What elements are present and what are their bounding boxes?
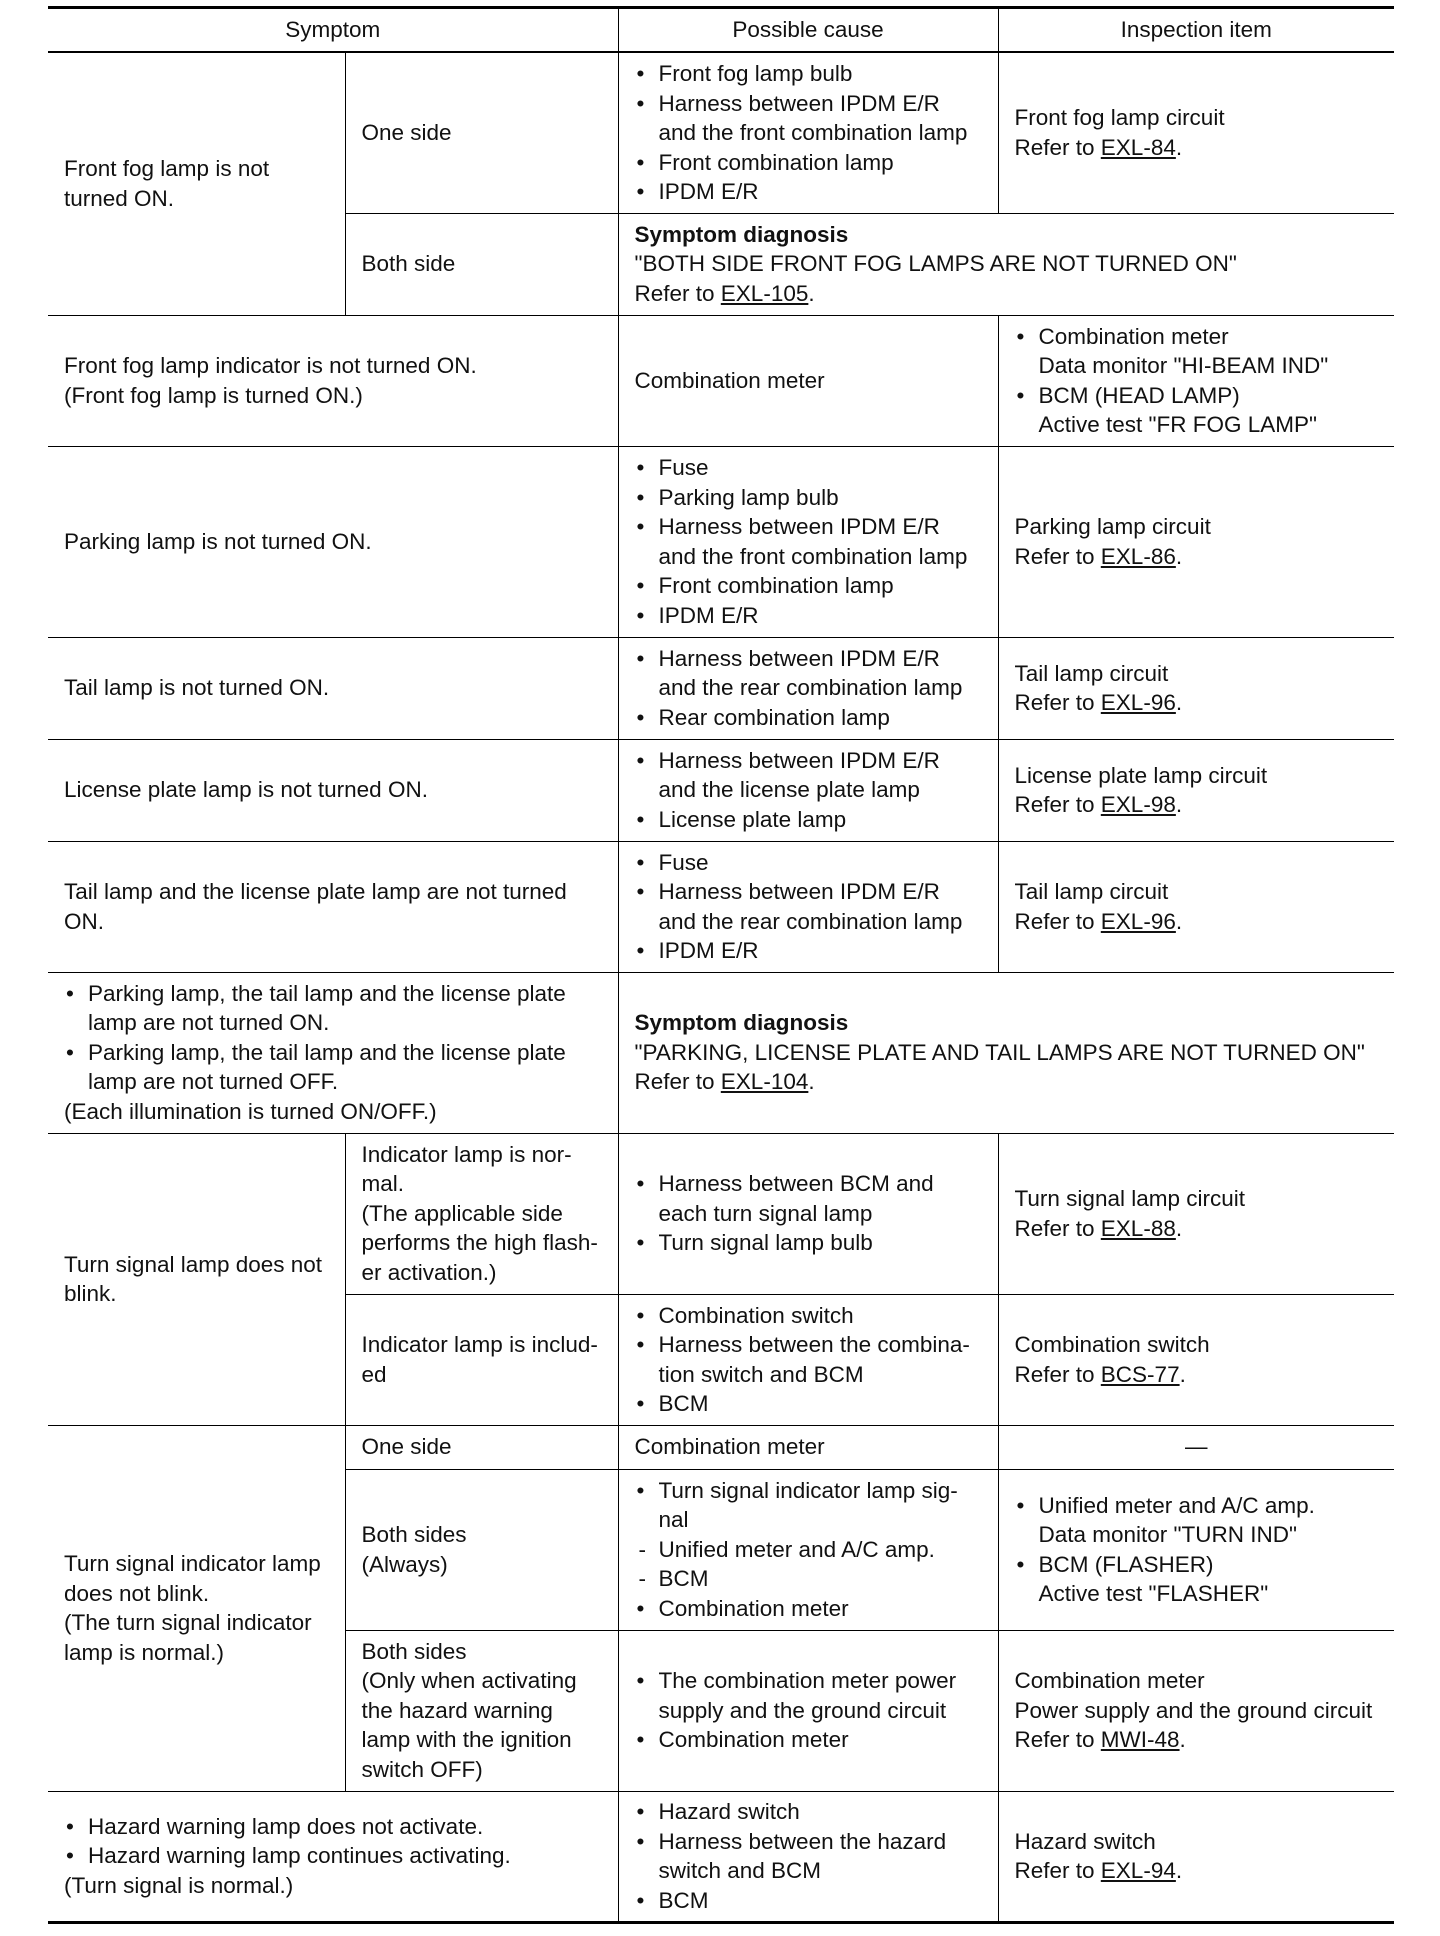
inspection-list (1015, 322, 1379, 440)
symptom-cell: License plate lamp is not turned ON. (48, 739, 618, 841)
cause-cell (618, 1133, 998, 1294)
list-item: • Front combination lamp (635, 571, 982, 601)
condition-cell: Both sides (Always) (345, 1469, 618, 1630)
list-item: • Harness between IPDM E/R and the rear combination lamp (635, 644, 982, 703)
inspection-cell: Tail lamp circuit Refer to EXL-96. (998, 841, 1394, 972)
table-row (48, 637, 1394, 739)
refer-label: Refer to (1014, 1727, 1101, 1753)
list-item: • BCM (FLASHER) Active test "FLASHER" (1015, 1550, 1379, 1609)
table-row (48, 841, 1394, 972)
condition-cell: One side (345, 1425, 618, 1469)
refer-label: Refer to (1014, 908, 1101, 934)
symptom-cell (48, 972, 618, 1133)
list-item: • Combination meter (635, 1594, 982, 1624)
cause-cell (618, 52, 998, 213)
table-row (48, 1791, 1394, 1922)
list-item: • BCM (HEAD LAMP) Active test "FR FOG LAMP" (1015, 381, 1379, 440)
refer-label: Refer to (1014, 792, 1101, 817)
list-item: • Harness between IPDM E/R and the front combination lamp (635, 512, 982, 571)
header-inspection-item: Inspection item (998, 8, 1394, 53)
cause-list (635, 1301, 982, 1419)
cause-cell (618, 1630, 998, 1791)
table-row (48, 1425, 1394, 1469)
list-item: • Hazard warning lamp continues activating. (64, 1841, 602, 1871)
inspection-text: Tail lamp circuit (1014, 660, 1169, 686)
refer-label: Refer to (1014, 1858, 1101, 1883)
reference-link[interactable]: BCS-77 (1100, 1361, 1180, 1387)
table-row (48, 446, 1394, 637)
inspection-cell: License plate lamp circuit Refer to EXL-98. (998, 739, 1394, 841)
list-item: - BCM (635, 1564, 982, 1594)
list-item: • The combination meter power supply and the ground circuit (635, 1666, 982, 1725)
symptom-table (48, 6, 1394, 1924)
diagnosis-text: "PARKING, LICENSE PLATE AND TAIL LAMPS ARE NOT TURNED ON" (634, 1039, 1365, 1065)
reference-link[interactable]: EXL-88 (1100, 1215, 1176, 1241)
inspection-text: Power supply and the ground circuit (1014, 1697, 1373, 1723)
cause-list (635, 1797, 982, 1915)
symptom-cell: Parking lamp is not turned ON. (48, 446, 618, 637)
list-item: • BCM (635, 1886, 982, 1916)
refer-label: Refer to (1014, 1215, 1101, 1241)
list-item: • Combination meter (635, 1725, 982, 1755)
refer-label: Refer to (1014, 1361, 1101, 1387)
diagnosis-cell: Symptom diagnosis "BOTH SIDE FRONT FOG LAMPS ARE NOT TURNED ON" Refer to EXL-105. (618, 213, 1394, 315)
cause-list (635, 1476, 982, 1624)
list-item: • Unified meter and A/C amp. Data monitor "TURN IND" (1015, 1491, 1379, 1550)
diagnosis-cell: Symptom diagnosis "PARKING, LICENSE PLATE AND TAIL LAMPS ARE NOT TURNED ON" Refer to EXL-104. (618, 972, 1394, 1133)
inspection-cell: Tail lamp circuit Refer to EXL-96. (998, 637, 1394, 739)
header-possible-cause: Possible cause (618, 8, 998, 53)
reference-link[interactable]: EXL-86 (1100, 543, 1176, 569)
table-header-row (48, 8, 1394, 53)
symptom-cell: Tail lamp and the license plate lamp are not turned ON. (48, 841, 618, 972)
diagnosis-text: "BOTH SIDE FRONT FOG LAMPS ARE NOT TURNED ON" (634, 251, 1237, 277)
symptom-note: (Turn signal is normal.) (64, 1872, 294, 1898)
cause-cell (618, 1469, 998, 1630)
list-item: • Combination meter Data monitor "HI-BEAM IND" (1015, 322, 1379, 381)
cause-cell (618, 841, 998, 972)
cause-list (635, 1169, 982, 1258)
inspection-cell: Turn signal lamp circuit Refer to EXL-88. (998, 1133, 1394, 1294)
refer-label: Refer to (1014, 690, 1101, 715)
reference-link[interactable]: EXL-104 (720, 1069, 809, 1095)
list-item: • BCM (635, 1389, 982, 1419)
inspection-text: Front fog lamp circuit (1014, 105, 1225, 131)
table-row (48, 1133, 1394, 1294)
list-item: • Turn signal indicator lamp sig- nal (635, 1476, 982, 1535)
reference-link[interactable]: EXL-105 (720, 280, 809, 306)
list-item: • Parking lamp, the tail lamp and the license plate lamp are not turned ON. (64, 979, 602, 1038)
cause-cell (618, 637, 998, 739)
list-item: • Front fog lamp bulb (635, 59, 982, 89)
cause-cell: Combination meter (618, 1425, 998, 1469)
symptom-cell: Front fog lamp is not turned ON. (48, 52, 345, 315)
inspection-cell (998, 315, 1394, 446)
cause-cell (618, 446, 998, 637)
reference-link[interactable]: EXL-98 (1100, 792, 1176, 817)
list-item: • Fuse (635, 453, 982, 483)
reference-link[interactable]: EXL-96 (1100, 690, 1176, 715)
list-item: • IPDM E/R (635, 177, 982, 207)
cause-list (635, 59, 982, 207)
cause-cell: Combination meter (618, 315, 998, 446)
symptom-note: (Each illumination is turned ON/OFF.) (64, 1098, 437, 1124)
symptom-cell: Tail lamp is not turned ON. (48, 637, 618, 739)
symptom-cell: Turn signal lamp does not blink. (48, 1133, 345, 1425)
cause-cell (618, 1791, 998, 1922)
cause-list (635, 1666, 982, 1755)
reference-link[interactable]: EXL-94 (1100, 1858, 1176, 1883)
list-item: • Harness between IPDM E/R and the rear combination lamp (635, 877, 982, 936)
inspection-cell (998, 1469, 1394, 1630)
list-item: • Fuse (635, 848, 982, 878)
table-row (48, 315, 1394, 446)
inspection-text: Combination switch (1014, 1332, 1210, 1357)
inspection-cell: Combination meter Power supply and the ground circuit Refer to MWI-48. (998, 1630, 1394, 1791)
condition-cell: One side (345, 52, 618, 213)
inspection-cell: Hazard switch Refer to EXL-94. (998, 1791, 1394, 1922)
table-row (48, 52, 1394, 213)
symptom-cell: Front fog lamp indicator is not turned ON. (Front fog lamp is turned ON.) (48, 315, 618, 446)
list-item: • Hazard switch (635, 1797, 982, 1827)
inspection-cell: Front fog lamp circuit Refer to EXL-84. (998, 52, 1394, 213)
symptom-cell (48, 1791, 618, 1922)
diagnosis-table-page (48, 6, 1394, 1924)
list-item: • Parking lamp, the tail lamp and the license plate lamp are not turned OFF. (64, 1038, 602, 1097)
list-item: - Unified meter and A/C amp. (635, 1535, 982, 1565)
cause-list (635, 644, 982, 733)
list-item: • Turn signal lamp bulb (635, 1228, 982, 1258)
symptom-cell: Turn signal indicator lamp does not blink. (The turn signal indicator lamp is normal.) (48, 1425, 345, 1791)
cause-list (635, 453, 982, 630)
condition-cell: Both sides (Only when activating the hazard warning lamp with the ignition switch OFF) (345, 1630, 618, 1791)
list-item: • IPDM E/R (635, 601, 982, 631)
list-item: • Hazard warning lamp does not activate. (64, 1812, 602, 1842)
list-item: • Harness between BCM and each turn signal lamp (635, 1169, 982, 1228)
cause-list (635, 746, 982, 835)
inspection-text: Combination meter (1014, 1668, 1205, 1694)
list-item: • Combination switch (635, 1301, 982, 1331)
refer-label: Refer to (1014, 134, 1101, 160)
condition-cell: Both side (345, 213, 618, 315)
reference-link[interactable]: EXL-96 (1100, 908, 1176, 934)
table-row (48, 739, 1394, 841)
cause-list (635, 848, 982, 966)
inspection-cell: — (998, 1425, 1394, 1469)
list-item: • License plate lamp (635, 805, 982, 835)
list-item: • Front combination lamp (635, 148, 982, 178)
inspection-text: Turn signal lamp circuit (1014, 1186, 1245, 1211)
inspection-text: Parking lamp circuit (1014, 514, 1211, 539)
list-item: • Harness between IPDM E/R and the front combination lamp (635, 89, 982, 148)
condition-cell: Indicator lamp is nor- mal. (The applicable side performs the high flash- er activation.) (345, 1133, 618, 1294)
symptom-list (64, 1812, 602, 1871)
reference-link[interactable]: MWI-48 (1100, 1727, 1180, 1753)
diagnosis-heading: Symptom diagnosis (634, 1010, 849, 1036)
refer-label: Refer to (1014, 543, 1101, 569)
inspection-text: License plate lamp circuit (1014, 762, 1268, 788)
inspection-cell: Combination switch Refer to BCS-77. (998, 1294, 1394, 1425)
header-symptom: Symptom (48, 8, 618, 53)
list-item: • Rear combination lamp (635, 703, 982, 733)
condition-cell: Indicator lamp is includ- ed (345, 1294, 618, 1425)
cause-cell (618, 1294, 998, 1425)
list-item: • Harness between the hazard switch and BCM (635, 1827, 982, 1886)
list-item: • Parking lamp bulb (635, 483, 982, 513)
reference-link[interactable]: EXL-84 (1100, 134, 1176, 160)
diagnosis-heading: Symptom diagnosis (634, 221, 849, 247)
table-row (48, 972, 1394, 1133)
inspection-text: Tail lamp circuit (1014, 879, 1169, 904)
refer-label: Refer to (634, 1069, 721, 1095)
symptom-list (64, 979, 602, 1097)
list-item: • Harness between IPDM E/R and the license plate lamp (635, 746, 982, 805)
list-item: • Harness between the combina- tion switch and BCM (635, 1330, 982, 1389)
list-item: • IPDM E/R (635, 936, 982, 966)
inspection-cell: Parking lamp circuit Refer to EXL-86. (998, 446, 1394, 637)
inspection-list (1015, 1491, 1379, 1609)
cause-cell (618, 739, 998, 841)
refer-label: Refer to (634, 280, 721, 306)
inspection-text: Hazard switch (1014, 1828, 1156, 1854)
